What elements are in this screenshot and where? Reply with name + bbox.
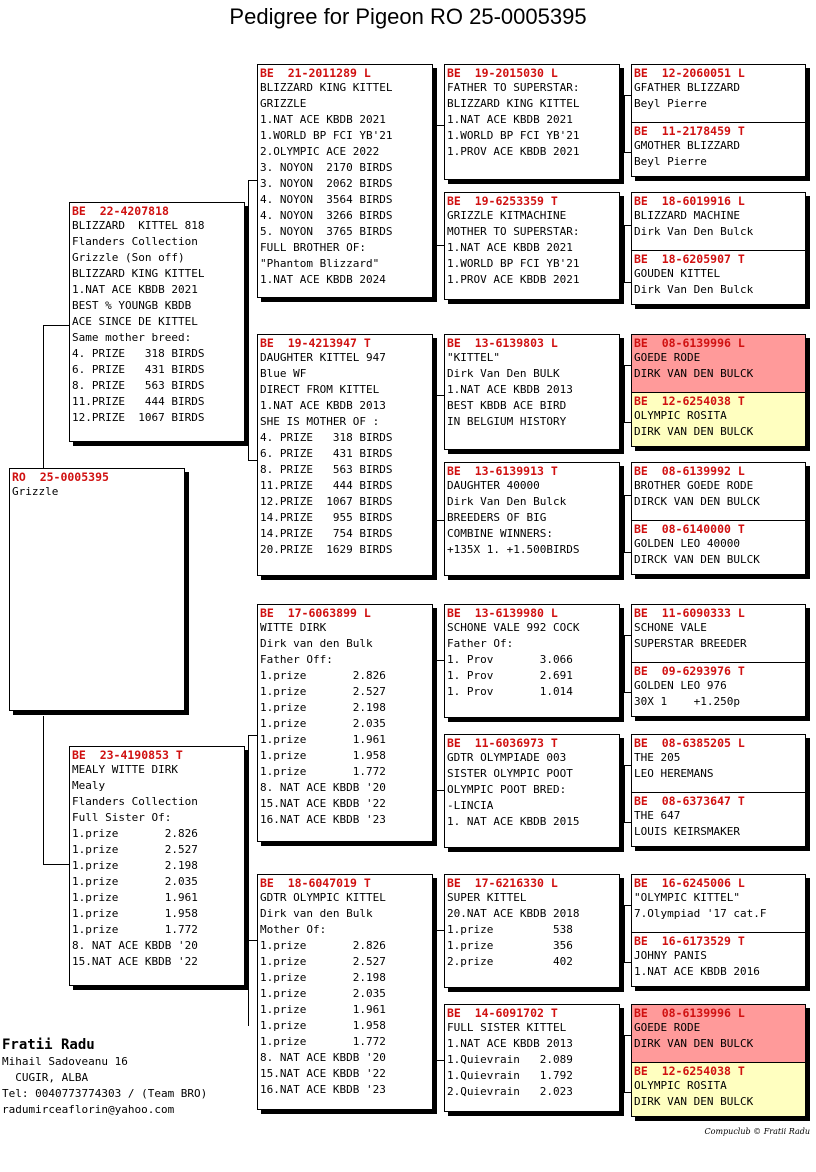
subject-pigeon-card[interactable] [9,468,185,711]
card-line: DIRCK VAN DEN BULCK [634,495,760,508]
connector-line [624,95,625,152]
card-line: 20.PRIZE 1629 BIRDS [260,543,393,556]
card-line: GDTR OLYMPIC KITTEL [260,891,386,904]
card-line: 1.prize 1.961 [260,1003,386,1016]
page-title: Pedigree for Pigeon RO 25-0005395 [229,4,587,29]
card-line: 1. Prov 1.014 [447,685,573,698]
card-line: DIRCK VAN DEN BULCK [634,553,760,566]
great-grandparent-card[interactable] [444,1004,620,1112]
connector-line [43,325,44,469]
sire-card[interactable] [69,202,245,442]
card-line: 1.prize 2.198 [72,859,198,872]
ancestor-dam [632,662,805,717]
ancestor-dam [632,392,805,447]
great-grandparent-card[interactable] [444,874,620,988]
connector-line [436,395,437,520]
owner-email: radumirceaflorin@yahoo.com [2,1103,175,1116]
connector-line [624,765,625,822]
card-line: WITTE DIRK [260,621,327,634]
connector-line [43,864,70,865]
card-line: 11.PRIZE 444 BIRDS [72,395,205,408]
card-line: 11.PRIZE 444 BIRDS [260,479,393,492]
owner-address: Mihail Sadoveanu 16 [2,1055,128,1068]
ancestor-pair-card[interactable] [631,874,806,987]
card-line: DIRK VAN DEN BULCK [634,1037,754,1050]
card-line: JOHNY PANIS [634,949,707,962]
ring-number: BE 13-6139913 T [447,464,558,478]
ring-number: BE 16-6245006 L [634,876,745,890]
ancestor-sire [632,65,805,122]
connector-line [624,365,625,422]
card-line: ACE SINCE DE KITTEL [72,315,198,328]
card-line: 1.WORLD BP FCI YB'21 [447,257,580,270]
ancestor-sire [632,735,805,792]
card-line: "OLYMPIC KITTEL" [634,891,740,904]
grandparent-card[interactable] [257,604,433,842]
card-line: LEO HEREMANS [634,767,714,780]
card-line: GRIZZLE KITMACHINE [447,209,567,222]
ancestor-sire [632,1005,805,1062]
card-line: GDTR OLYMPIADE 003 [447,751,567,764]
card-line: SCHONE VALE 992 COCK [447,621,580,634]
card-line: 6. PRIZE 431 BIRDS [72,363,205,376]
card-line: 1. Prov 2.691 [447,669,573,682]
card-line: 5. NOYON 3765 BIRDS [260,225,393,238]
ring-number: BE 16-6173529 T [634,934,745,948]
ring-number: BE 18-6019916 L [634,194,745,208]
card-line: 1.prize 2.035 [260,987,386,1000]
card-line: 15.NAT ACE KBDB '22 [260,1067,386,1080]
ring-number: BE 22-4207818 [72,204,169,218]
card-line: SHE IS MOTHER OF : [260,415,380,428]
card-line: DIRK VAN DEN BULCK [634,425,754,438]
card-line: FATHER TO SUPERSTAR: [447,81,580,94]
ancestor-pair-card[interactable] [631,462,806,575]
card-line: -LINCIA [447,799,494,812]
card-line: 1.prize 1.772 [260,765,386,778]
card-line: 1.prize 2.826 [260,669,386,682]
ring-number: BE 08-6373647 T [634,794,745,808]
ancestor-dam [632,520,805,575]
card-line: Father Of: [447,637,514,650]
card-line: OLYMPIC ROSITA [634,1079,727,1092]
card-line: 3. NOYON 2170 BIRDS [260,161,393,174]
card-line: Dirk Van Den Bulck [634,225,754,238]
card-line: 1.PROV ACE KBDB 2021 [447,145,580,158]
connector-line [624,495,625,552]
ring-number: BE 13-6139803 L [447,336,558,350]
card-line: SUPERSTAR BREEDER [634,637,747,650]
connector-line [624,1035,625,1092]
card-line: 1.prize 1.772 [72,923,198,936]
card-line: FULL BROTHER OF: [260,241,366,254]
ancestor-pair-card[interactable] [631,1004,806,1117]
card-line: Flanders Collection [72,235,198,248]
card-line: +135X 1. +1.500BIRDS [447,543,580,556]
card-line: 1.prize 2.826 [260,939,386,952]
dam-card[interactable] [69,746,245,986]
card-line: 1.NAT ACE KBDB 2021 [447,113,573,126]
card-line: 1.NAT ACE KBDB 2016 [634,965,760,978]
card-line: BLIZZARD KING KITTEL [260,81,393,94]
card-line: 1.prize 538 [447,923,573,936]
ring-number: BE 14-6091702 T [447,1006,558,1020]
card-line: 15.NAT ACE KBDB '22 [260,797,386,810]
card-line: 1. NAT ACE KBDB 2015 [447,815,580,828]
card-line: COMBINE WINNERS: [447,527,553,540]
card-line: 8. NAT ACE KBDB '20 [260,1051,386,1064]
card-line: DIRK VAN DEN BULCK [634,1095,754,1108]
ring-number: BE 12-2060051 L [634,66,745,80]
card-line: DAUGHTER 40000 [447,479,540,492]
ring-number: BE 17-6216330 L [447,876,558,890]
card-line: 15.NAT ACE KBDB '22 [72,955,198,968]
grandparent-card[interactable] [257,64,433,298]
ring-number: BE 08-6140000 T [634,522,745,536]
ring-number: BE 12-6254038 T [634,1064,745,1078]
connector-line [248,1025,249,1026]
card-line: BLIZZARD KITTEL 818 [72,219,205,232]
ring-number: BE 12-6254038 T [634,394,745,408]
card-line: 4. NOYON 3266 BIRDS [260,209,393,222]
card-line: Flanders Collection [72,795,198,808]
card-line: 1.Quievrain 1.792 [447,1069,573,1082]
card-line: 1. Prov 3.066 [447,653,573,666]
card-line: 2.Quievrain 2.023 [447,1085,573,1098]
ancestor-dam [632,1062,805,1117]
ring-number: BE 19-6253359 T [447,194,558,208]
ring-number: BE 19-2015030 L [447,66,558,80]
card-line: Mealy [72,779,106,792]
card-line: Grizzle (Son off) [72,251,185,264]
card-line: SUPER KITTEL [447,891,527,904]
card-line: GMOTHER BLIZZARD [634,139,740,152]
owner-city: CUGIR, ALBA [2,1071,89,1084]
card-line: DIRECT FROM KITTEL [260,383,380,396]
card-line: Father Off: [260,653,333,666]
connector-line [624,225,625,282]
card-line: 12.PRIZE 1067 BIRDS [72,411,205,424]
card-line: GFATHER BLIZZARD [634,81,740,94]
great-grandparent-card[interactable] [444,734,620,848]
great-grandparent-card[interactable] [444,462,620,576]
card-line: SISTER OLYMPIC POOT [447,767,573,780]
card-line: 1.prize 2.527 [260,955,386,968]
ring-number: BE 13-6139980 L [447,606,558,620]
connector-line [436,930,437,1060]
ring-number: BE 18-6205907 T [634,252,745,266]
card-line: 1.prize 1.958 [260,749,386,762]
card-line: Beyl Pierre [634,97,707,110]
card-line: BEST KBDB ACE BIRD [447,399,567,412]
ring-number: BE 19-4213947 T [260,336,371,350]
card-line: "Phantom Blizzard" [260,257,380,270]
connector-line [436,660,437,790]
card-line: 1.WORLD BP FCI YB'21 [447,129,580,142]
card-line: OLYMPIC POOT BRED: [447,783,567,796]
card-line: THE 647 [634,809,681,822]
great-grandparent-card[interactable] [444,334,620,450]
card-line: 16.NAT ACE KBDB '23 [260,813,386,826]
card-line: 1.prize 2.198 [260,971,386,984]
card-line: 1.prize 1.958 [72,907,198,920]
card-line: GOUDEN KITTEL [634,267,721,280]
ring-number: BE 11-6036973 T [447,736,558,750]
card-line: 1.prize 1.961 [72,891,198,904]
card-line: 1.prize 2.527 [260,685,386,698]
card-line: 1.NAT ACE KBDB 2021 [72,283,198,296]
card-line: Mother Of: [260,923,327,936]
card-line: Dirk van den Bulk [260,637,373,650]
ring-number: RO 25-0005395 [12,470,109,484]
card-line: GRIZZLE [260,97,307,110]
grandparent-card[interactable] [257,334,433,576]
ring-number: BE 18-6047019 T [260,876,371,890]
card-line: Dirk Van Den BULK [447,367,560,380]
card-line: BROTHER GOEDE RODE [634,479,754,492]
card-line: 8. PRIZE 563 BIRDS [260,463,393,476]
card-line: FULL SISTER KITTEL [447,1021,567,1034]
owner-name: Fratii Radu [2,1037,95,1053]
card-line: Dirk Van Den Bulck [634,283,754,296]
ancestor-sire [632,605,805,662]
owner-info [2,1036,207,1118]
card-line: 7.Olympiad '17 cat.F [634,907,767,920]
ring-number: BE 11-2178459 T [634,124,745,138]
card-line: 12.PRIZE 1067 BIRDS [260,495,393,508]
connector-line [624,635,625,692]
card-line: Full Sister Of: [72,811,172,824]
ancestor-pair-card[interactable] [631,192,806,305]
card-line: Same mother breed: [72,331,192,344]
card-line: 1.prize 2.198 [260,701,386,714]
connector-line [436,125,437,245]
card-line: "KITTEL" [447,351,500,364]
card-line: 2.OLYMPIC ACE 2022 [260,145,380,158]
card-line: 1.prize 2.527 [72,843,198,856]
owner-phone: Tel: 0040773774303 / (Team BRO) [2,1087,208,1100]
card-line: GOLDEN LEO 40000 [634,537,740,550]
card-line: OLYMPIC ROSITA [634,409,727,422]
card-line: 1.WORLD BP FCI YB'21 [260,129,393,142]
card-line: Dirk Van Den Bulck [447,495,567,508]
ancestor-dam [632,932,805,987]
card-line: 2.prize 402 [447,955,573,968]
card-line: 20.NAT ACE KBDB 2018 [447,907,580,920]
card-line: DIRK VAN DEN BULCK [634,367,754,380]
card-line: 1.NAT ACE KBDB 2021 [447,241,573,254]
card-line: 1.PROV ACE KBDB 2021 [447,273,580,286]
card-line: Grizzle [12,485,59,498]
card-line: BLIZZARD MACHINE [634,209,740,222]
card-line: 1.prize 1.772 [260,1035,386,1048]
card-line: BEST % YOUNGB KBDB [72,299,192,312]
card-line: 8. NAT ACE KBDB '20 [72,939,198,952]
card-line: 1.NAT ACE KBDB 2013 [447,383,573,396]
connector-line [624,905,625,962]
card-line: 1.NAT ACE KBDB 2024 [260,273,386,286]
card-line: 4. NOYON 3564 BIRDS [260,193,393,206]
card-line: 8. NAT ACE KBDB '20 [260,781,386,794]
card-line: BLIZZARD KING KITTEL [72,267,205,280]
card-line: 6. PRIZE 431 BIRDS [260,447,393,460]
card-line: SCHONE VALE [634,621,707,634]
grandparent-card[interactable] [257,874,433,1110]
card-line: 4. PRIZE 318 BIRDS [260,431,393,444]
ring-number: BE 17-6063899 L [260,606,371,620]
card-line: 1.prize 2.035 [260,717,386,730]
ancestor-pair-card[interactable] [631,64,806,177]
ancestor-pair-card[interactable] [631,734,806,847]
card-line: 1.prize 2.826 [72,827,198,840]
ring-number: BE 08-6139996 L [634,1006,745,1020]
connector-line [43,716,44,864]
card-line: 1.prize 1.961 [260,733,386,746]
connector-line [248,735,249,1025]
ring-number: BE 08-6385205 L [634,736,745,750]
card-line: 30X 1 +1.250p [634,695,740,708]
card-line: BLIZZARD KING KITTEL [447,97,580,110]
connector-line [248,180,249,460]
ancestor-dam [632,250,805,305]
card-line: 3. NOYON 2062 BIRDS [260,177,393,190]
card-line: LOUIS KEIRSMAKER [634,825,740,838]
card-line: 4. PRIZE 318 BIRDS [72,347,205,360]
card-line: Dirk van den Bulk [260,907,373,920]
card-line: BREEDERS OF BIG [447,511,547,524]
card-line: THE 205 [634,751,681,764]
ring-number: BE 23-4190853 T [72,748,183,762]
connector-line [43,325,70,326]
card-line: GOEDE RODE [634,351,701,364]
footer-credit: Compuclub © Fratii Radu [704,1127,810,1136]
card-line: MEALY WITTE DIRK [72,763,178,776]
ring-number: BE 11-6090333 L [634,606,745,620]
ancestor-dam [632,792,805,847]
ancestor-sire [632,875,805,932]
card-line: GOEDE RODE [634,1021,701,1034]
great-grandparent-card[interactable] [444,604,620,718]
ancestor-pair-card[interactable] [631,604,806,717]
card-line: 1.Quievrain 2.089 [447,1053,573,1066]
card-line: Beyl Pierre [634,155,707,168]
card-line: 1.NAT ACE KBDB 2021 [260,113,386,126]
card-line: 1.NAT ACE KBDB 2013 [447,1037,573,1050]
ancestor-sire [632,335,805,392]
card-line: 1.prize 2.035 [72,875,198,888]
card-line: 8. PRIZE 563 BIRDS [72,379,205,392]
great-grandparent-card[interactable] [444,192,620,300]
ancestor-sire [632,193,805,250]
card-line: 1.NAT ACE KBDB 2013 [260,399,386,412]
card-line: DAUGHTER KITTEL 947 [260,351,386,364]
card-line: 14.PRIZE 955 BIRDS [260,511,393,524]
ancestor-pair-card[interactable] [631,334,806,447]
card-line: 16.NAT ACE KBDB '23 [260,1083,386,1096]
ancestor-dam [632,122,805,177]
ring-number: BE 08-6139992 L [634,464,745,478]
card-line: GOLDEN LEO 976 [634,679,727,692]
ring-number: BE 08-6139996 L [634,336,745,350]
ancestor-sire [632,463,805,520]
card-line: Blue WF [260,367,307,380]
card-line: IN BELGIUM HISTORY [447,415,567,428]
card-line: MOTHER TO SUPERSTAR: [447,225,580,238]
card-line: 1.prize 1.958 [260,1019,386,1032]
card-line: 14.PRIZE 754 BIRDS [260,527,393,540]
ring-number: BE 21-2011289 L [260,66,371,80]
card-line: 1.prize 356 [447,939,573,952]
ring-number: BE 09-6293976 T [634,664,745,678]
great-grandparent-card[interactable] [444,64,620,180]
